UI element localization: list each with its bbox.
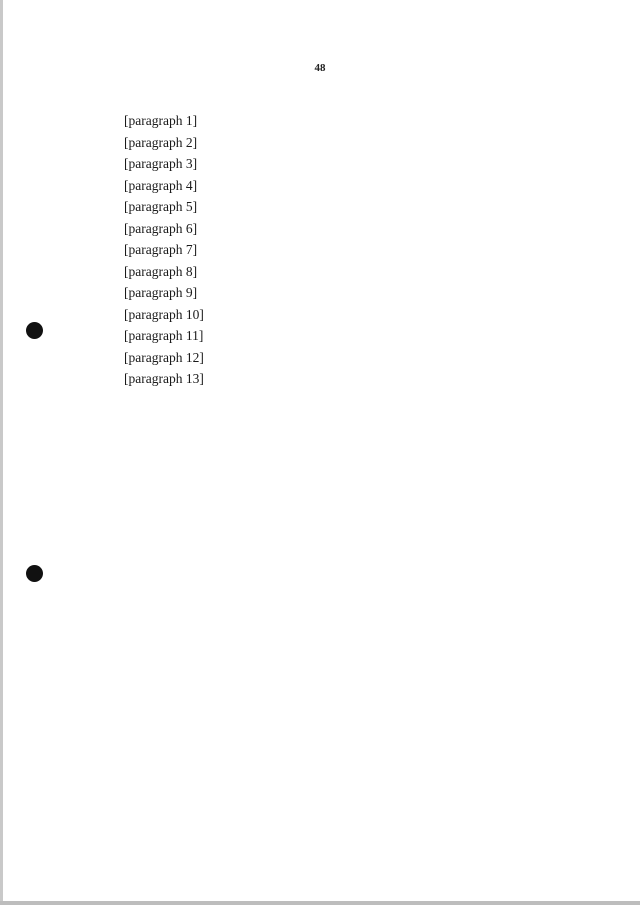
- paragraph: [paragraph 1]: [124, 113, 198, 128]
- paragraph: [paragraph 2]: [124, 134, 198, 150]
- punch-hole-lower: [26, 565, 43, 582]
- paragraph: [paragraph 4]: [124, 177, 198, 193]
- scan-edge-left: [0, 0, 3, 905]
- paragraph: [paragraph 11]: [124, 328, 204, 343]
- punch-hole-upper: [26, 322, 43, 339]
- paragraph: [paragraph 7]: [124, 242, 198, 257]
- paragraph: [paragraph 12]: [124, 349, 204, 365]
- paragraph: [paragraph 9]: [124, 285, 198, 300]
- scan-edge-bottom: [0, 901, 640, 905]
- paragraph: [paragraph 8]: [124, 263, 198, 279]
- paragraph: [paragraph 13]: [124, 371, 204, 386]
- paragraph: [paragraph 10]: [124, 306, 204, 322]
- paragraph: [paragraph 5]: [124, 199, 198, 214]
- paragraph: [paragraph 6]: [124, 220, 198, 236]
- paragraph: [paragraph 3]: [124, 156, 198, 171]
- page-number: 48: [314, 62, 326, 74]
- document-body: [96, 110, 600, 390]
